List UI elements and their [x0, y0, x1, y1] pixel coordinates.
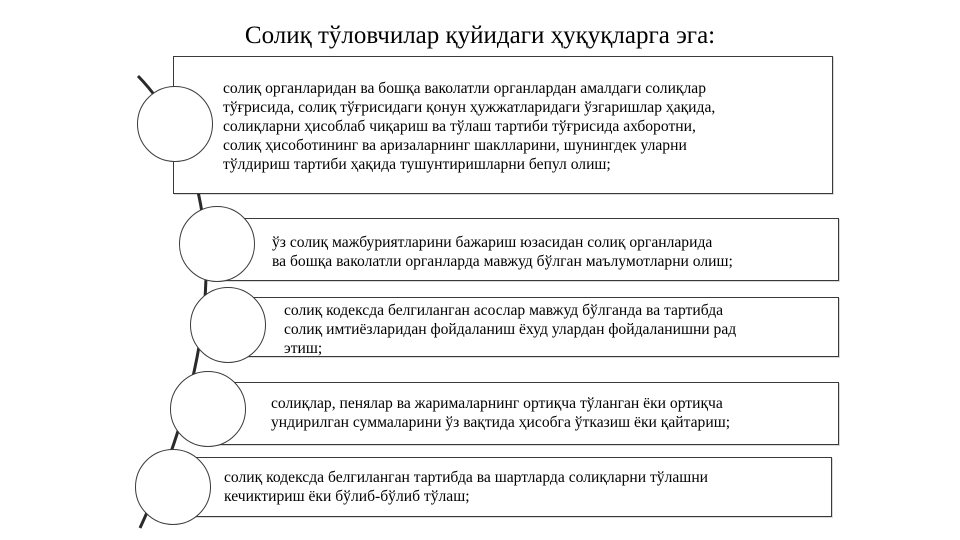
slide-title: Солиқ тўловчилар қуйидаги ҳуқуқларга эга:	[244, 22, 716, 49]
right-item-3	[229, 297, 839, 357]
right-item-2	[213, 218, 839, 281]
item-3-circle	[190, 287, 266, 363]
item-1-circle	[137, 86, 213, 162]
right-item-1	[173, 56, 833, 194]
item-4-circle	[170, 371, 246, 447]
right-item-3-text: солиқ кодексда белгиланган асослар мавжуд бўлганда ва тартибда солиқ имтиёзларидан фойдаланиш ёхуд улардан фойдаланишни рад этиш;	[284, 302, 737, 357]
right-item-4-text: солиқлар, пенялар ва жарималарнинг ортиқча тўланган ёки ортиқча ундирилган суммаларини ўз вақтида ҳисобга ўтказиш ёки қайтариш;	[271, 395, 731, 431]
right-item-1-text: солиқ органларидан ва бошқа ваколатли органлардан амалдаги солиқлар тўғрисида, солиқ тўғрисидаги қонун ҳужжатларидаги ўзгаришлар ҳақида, солиқларни ҳисоблаб чиқариш ва тўлаш тартиби тўғрисида ахборотни, солиқ ҳисоботининг ва аризаларнинг шаклларини, шунингдек уларни тўлдириш тартиби ҳақида тушунтиришларни бепул олиш;	[223, 80, 716, 173]
right-item-2-text: ўз солиқ мажбуриятларини бажариш юзасидан солиқ органларида ва бошқа ваколатли органларда мавжуд бўлган маълумотларни олиш;	[272, 234, 733, 270]
right-item-5	[175, 457, 832, 517]
item-5-circle	[135, 449, 211, 525]
item-2-circle	[179, 206, 255, 282]
right-item-5-text: солиқ кодексда белгиланган тартибда ва шартларда солиқларни тўлашни кечиктириш ёки бўлиб-бўлиб тўлаш;	[224, 469, 709, 505]
right-item-4	[208, 382, 839, 445]
